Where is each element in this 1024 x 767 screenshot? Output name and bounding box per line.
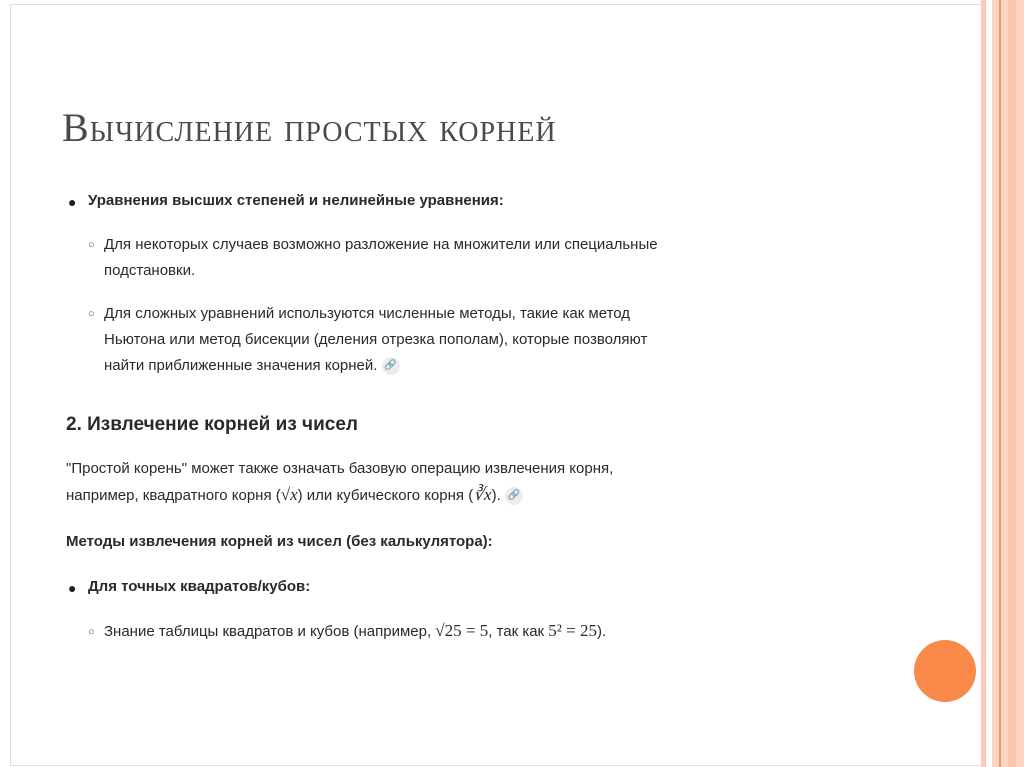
sub-bullet-icon: ○ (88, 239, 95, 251)
text: ). (596, 623, 607, 640)
decor-stripe (999, 0, 1001, 767)
text: , так как (488, 623, 549, 640)
line: Ньютона или метод бисекции (деления отрезка пополам), которые позволяют (104, 331, 648, 348)
section-heading: 2. Извлечение корней из чисел (66, 414, 358, 435)
line: "Простой корень" может также означать базовую операцию извлечения корня, (66, 460, 614, 477)
bullet-icon: ● (68, 194, 77, 210)
text: например, квадратного корня ( (66, 487, 281, 504)
math: 5² = 25 (548, 621, 597, 640)
math-sqrt: √x (280, 485, 298, 504)
sub-bullet-icon: ○ (88, 626, 95, 638)
sub-bullet-text (104, 618, 606, 645)
sub-bullet-text (104, 232, 658, 284)
bullet-icon: ● (68, 580, 77, 596)
math-cbrt: ∛x (473, 485, 492, 504)
decor-stripe (981, 0, 986, 767)
line: Для сложных уравнений используются численные методы, такие как метод (104, 305, 631, 322)
subheading: Методы извлечения корней из чисел (без калькулятора): (66, 533, 493, 550)
link-icon[interactable]: 🔗 (382, 357, 400, 375)
sub-bullet-text (104, 301, 647, 379)
text: ) или кубического корня ( (297, 487, 474, 504)
sub-bullet-icon: ○ (88, 308, 95, 320)
bullet-text: Для точных квадратов/кубов: (88, 578, 311, 595)
text: ). (491, 487, 501, 504)
line: найти приближенные значения корней. (104, 357, 378, 374)
text: Знание таблицы квадратов и кубов (например, (104, 623, 436, 640)
math: √25 = 5 (435, 621, 489, 640)
decor-circle (914, 640, 976, 702)
paragraph (66, 456, 613, 509)
line: Для некоторых случаев возможно разложение на множители или специальные (104, 236, 658, 253)
decor-stripe (1008, 0, 1016, 767)
bullet-text: Уравнения высших степеней и нелинейные уравнения: (88, 192, 504, 209)
link-icon[interactable]: 🔗 (505, 487, 523, 505)
line: подстановки. (104, 262, 196, 279)
slide-title: Вычисление простых корней (62, 105, 557, 150)
